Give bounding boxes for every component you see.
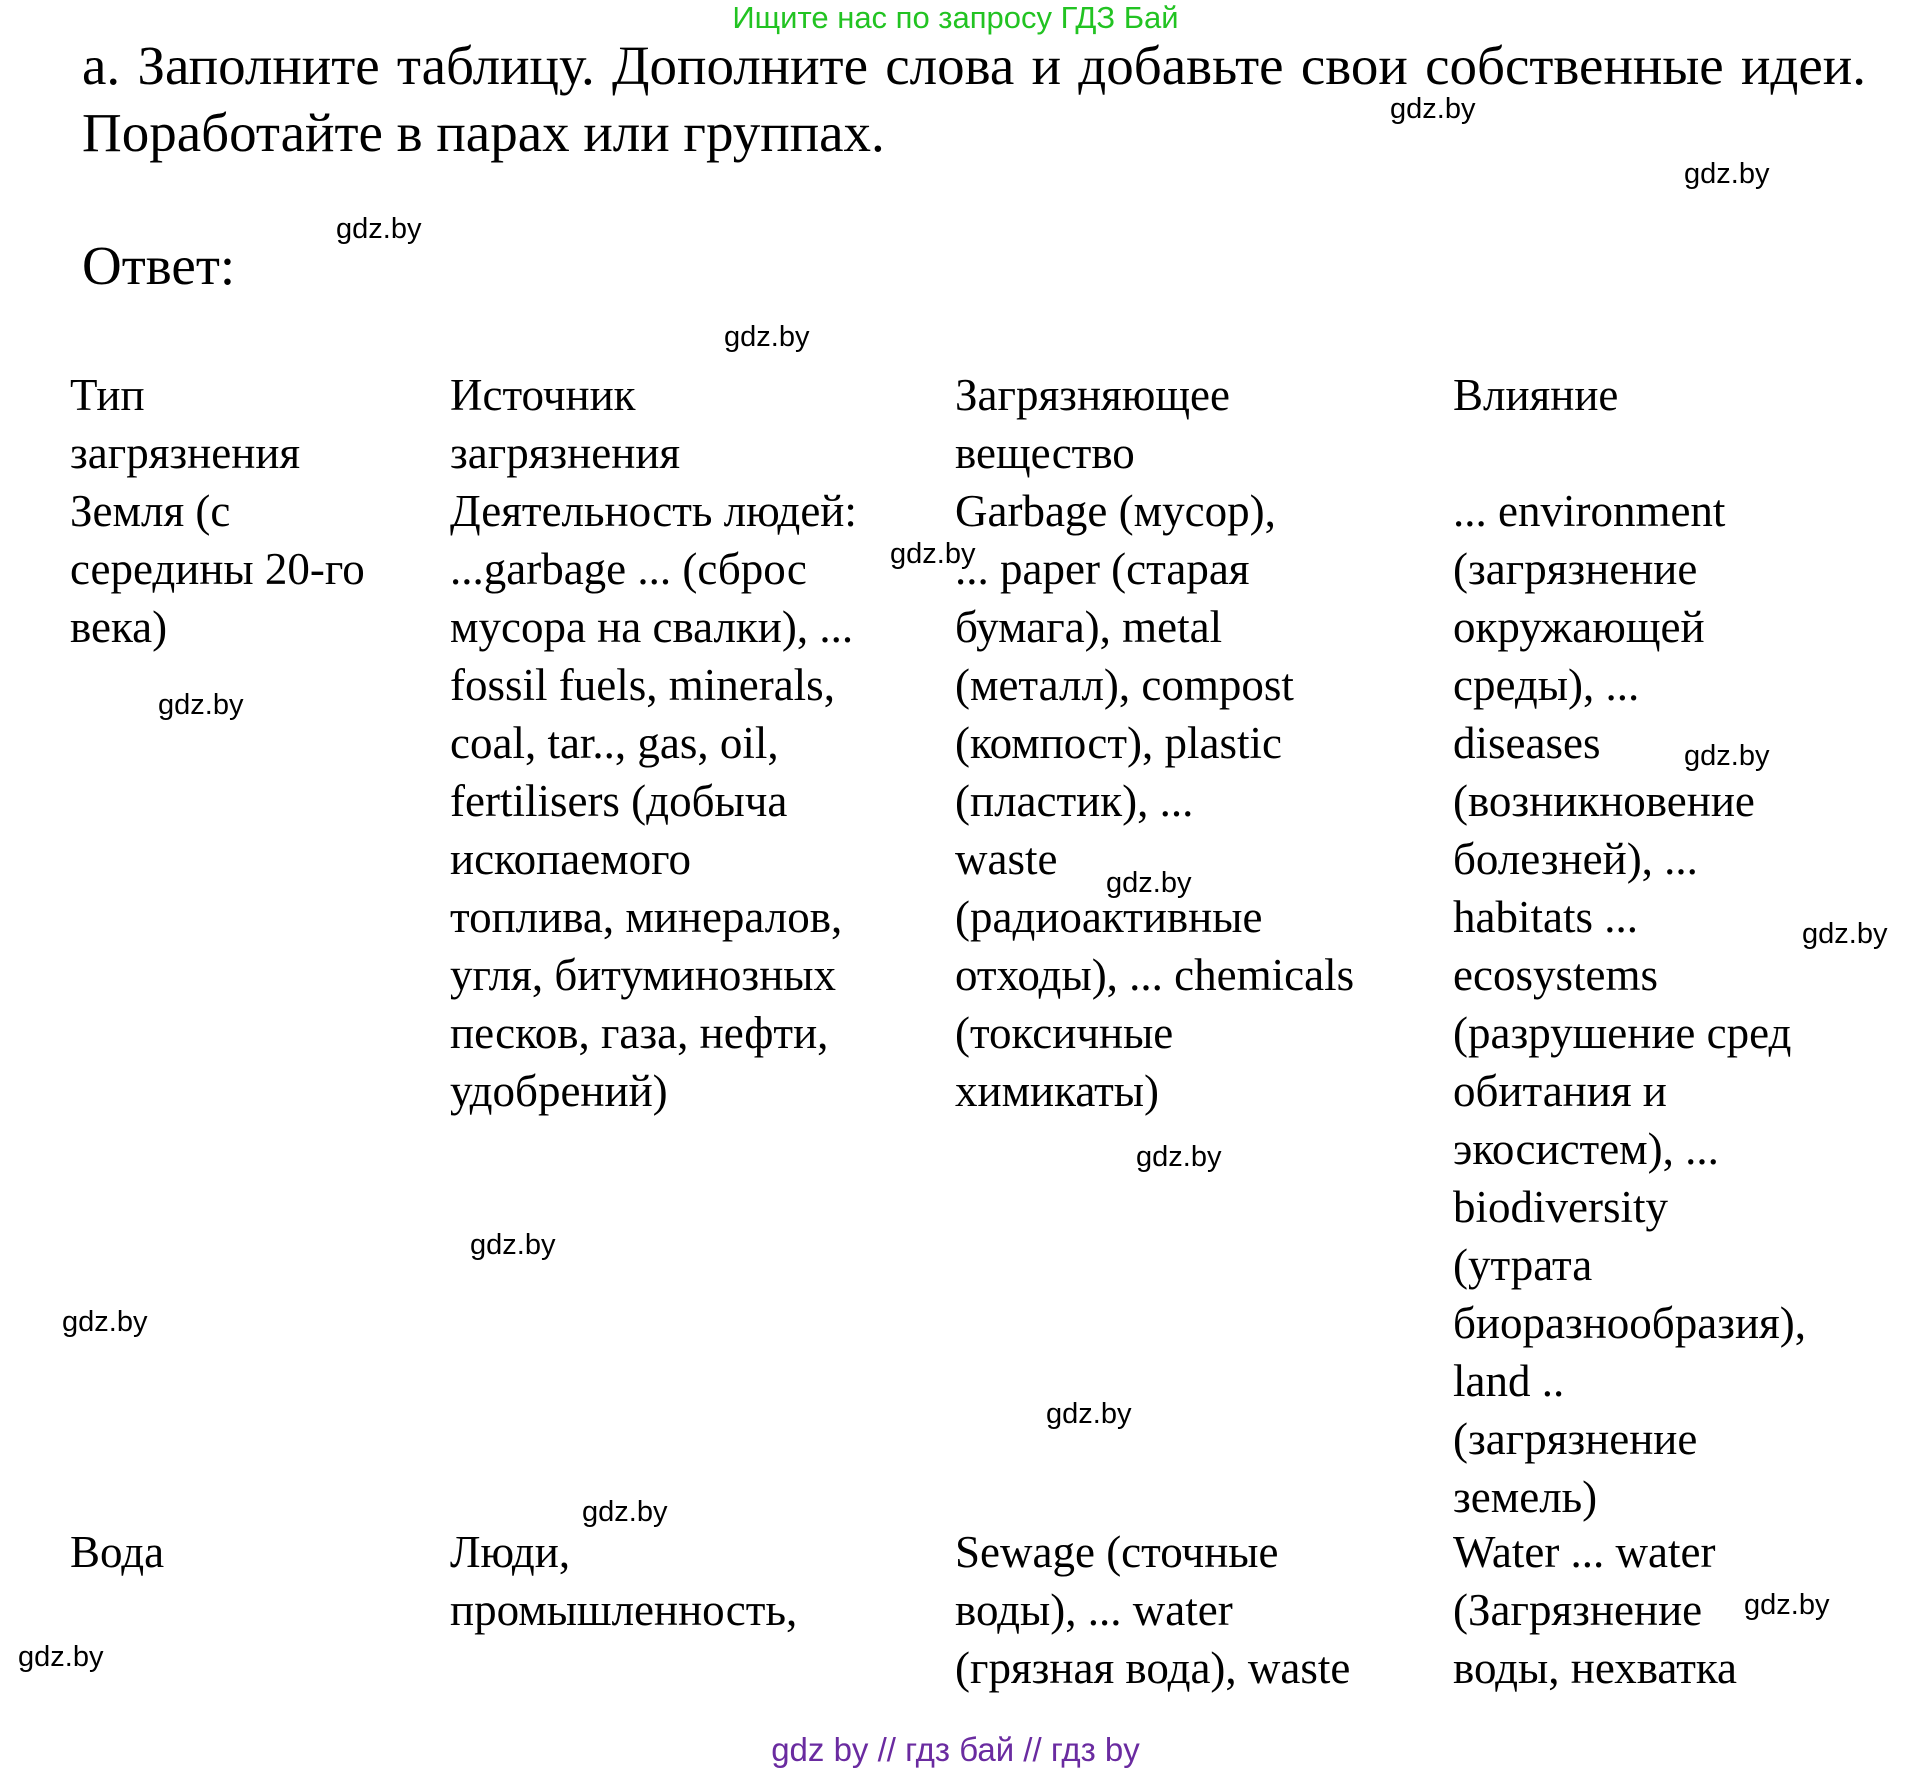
watermark: gdz.by: [18, 1641, 104, 1673]
watermark: gdz.by: [724, 321, 810, 353]
row-water-source: Люди, промышленность,: [450, 1527, 798, 1635]
row-land-type: Земля (с середины 20-го века): [70, 486, 365, 652]
watermark: gdz.by: [336, 213, 422, 245]
header-source: Источник загрязнения: [450, 370, 681, 478]
watermark: gdz.by: [1744, 1589, 1830, 1621]
row-water-impact: Water ... water (Загрязнение воды, нехватка: [1453, 1527, 1738, 1693]
row-water-pollutant: Sewage (сточные воды), ... water (грязная вода), waste: [955, 1527, 1351, 1693]
watermark: gdz.by: [1106, 867, 1192, 899]
watermark: gdz.by: [1802, 918, 1888, 950]
row-land-impact: ... environment (загрязнение окружающей среды), ... diseases (возникновение болезней), ... habitats ... ecosystems (разрушение сред обитания и экосистем), ... biodiversity (утрата биоразнообразия), land .. (загрязнение земель): [1453, 486, 1806, 1522]
watermark: gdz.by: [158, 689, 244, 721]
task-text: а. Заполните таблицу. Дополните слова и добавьте свои собственные идеи. Поработайте в парах или группах.: [82, 35, 1866, 163]
answer-label: Ответ:: [82, 235, 236, 296]
watermark: gdz.by: [1046, 1398, 1132, 1430]
search-banner: Ищите нас по запросу ГДЗ Бай: [732, 0, 1179, 35]
watermark: gdz.by: [1390, 93, 1476, 125]
footer-links: gdz by // гдз бай // гдз by: [771, 1731, 1140, 1768]
row-water-type: Вода: [70, 1527, 165, 1577]
header-impact: Влияние: [1453, 370, 1619, 420]
watermark: gdz.by: [1136, 1141, 1222, 1173]
header-type: Тип загрязнения: [70, 370, 301, 478]
row-land-pollutant: Garbage (мусор), ... paper (старая бумага), metal (металл), compost (компост), plastic (пластик), ... waste (радиоактивные отходы), ... chemicals (токсичные химикаты): [955, 486, 1355, 1116]
watermark: gdz.by: [62, 1306, 148, 1338]
watermark: gdz.by: [890, 538, 976, 570]
header-pollutant: Загрязняющее вещество: [955, 370, 1230, 478]
watermark: gdz.by: [1684, 158, 1770, 190]
row-land-source: Деятельность людей: ...garbage ... (сброс мусора на свалки), ... fossil fuels, minerals, coal, tar.., gas, oil, fertilisers (добыча ископаемого топлива, минералов, угля, битуминозных песков, газа, нефти, удобрений): [450, 486, 857, 1116]
watermark: gdz.by: [1684, 740, 1770, 772]
watermark: gdz.by: [470, 1229, 556, 1261]
watermark: gdz.by: [582, 1496, 668, 1528]
